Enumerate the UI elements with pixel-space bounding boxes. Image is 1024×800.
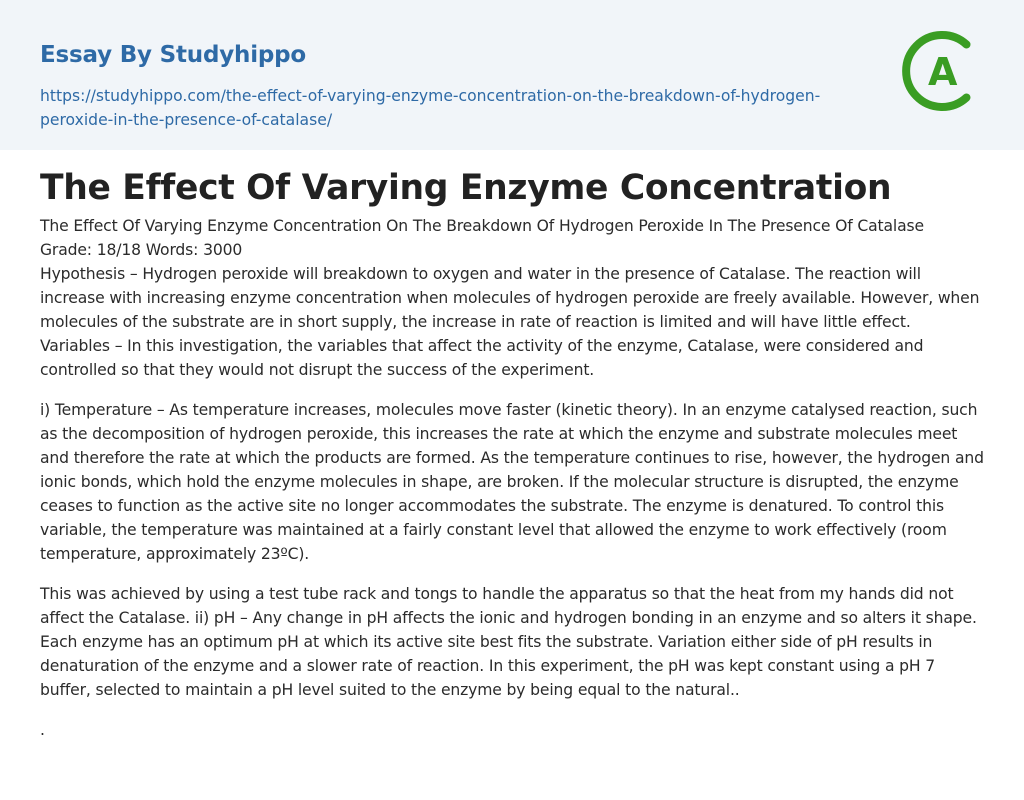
brand-title: Essay By Studyhippo [40,42,307,68]
studyhippo-logo-icon[interactable] [900,28,986,114]
trailing-dot: . [40,721,45,739]
hypothesis-text: Hypothesis – Hydrogen peroxide will breakdown to oxygen and water in the presence of Catalase. The reaction will increase with increasing enzyme concentration when molecules of hydrogen peroxide are freely available. However, when molecules of the substrate are in short supply, the increase in rate of reaction is limited and will have little effect. Variables – In this investigation, the variables that affect the activity of the enzyme, Catalase, were considered and controlled so that they would not disrupt the success of the experiment. [40,265,980,379]
intro-paragraph [40,214,984,382]
intro-line: The Effect Of Varying Enzyme Concentration On The Breakdown Of Hydrogen Peroxide In The Presence Of Catalase [40,217,924,235]
essay-url-link[interactable]: https://studyhippo.com/the-effect-of-varying-enzyme-concentration-on-the-breakdown-of-hydrogen-peroxide-in-the-presence-of-catalase/ [40,87,821,129]
site-header [0,0,1024,150]
logo-letter: A [928,50,958,94]
article-content [0,150,1024,742]
ph-paragraph: This was achieved by using a test tube rack and tongs to handle the apparatus so that the heat from my hands did not affect the Catalase. ii) pH – Any change in pH affects the ionic and hydrogen bonding in an enzyme and so alters it shape. Each enzyme has an optimum pH at which its active site best fits the substrate. Variation either side of pH results in denaturation of the enzyme and a slower rate of reaction. In this experiment, the pH was kept constant using a pH 7 buffer, selected to maintain a pH level suited to the enzyme by being equal to the natural.. [40,585,977,699]
temperature-paragraph: i) Temperature – As temperature increases, molecules move faster (kinetic theory). In an enzyme catalysed reaction, such as the decomposition of hydrogen peroxide, this increases the rate at which the enzyme and substrate molecules meet and therefore the rate at which the products are formed. As the temperature continues to rise, however, the hydrogen and ionic bonds, which hold the enzyme molecules in shape, are broken. If the molecular structure is disrupted, the enzyme ceases to function as the active site no longer accommodates the substrate. The enzyme is denatured. To control this variable, the temperature was maintained at a fairly constant level that allowed the enzyme to work effectively (room temperature, approximately 23ºC). [40,401,984,563]
grade-words: Grade: 18/18 Words: 3000 [40,241,243,259]
article-title: The Effect Of Varying Enzyme Concentration [40,168,892,208]
